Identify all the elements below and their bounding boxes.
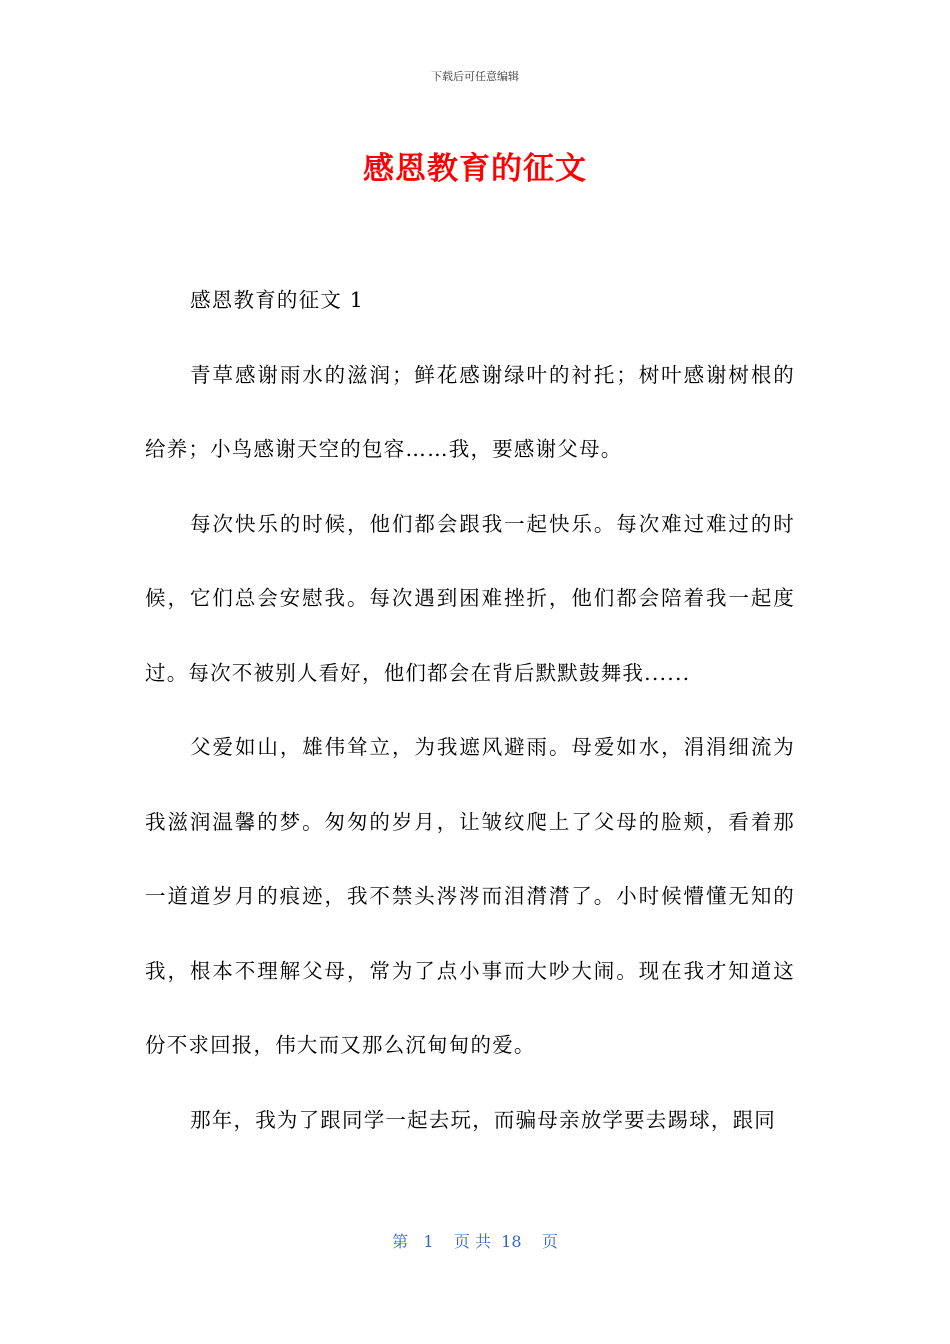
document-body: [145, 263, 795, 1157]
document-title: 感恩教育的征文: [363, 151, 587, 187]
paragraph-2: 每次快乐的时候，他们都会跟我一起快乐。每次难过难过的时候，它们总会安慰我。每次遇到困难挫折，他们都会陪着我一起度过。每次不被别人看好，他们都会在背后默默鼓舞我......: [145, 511, 795, 685]
header-note: 下载后可任意编辑: [431, 70, 519, 83]
paragraph-3: 父爱如山，雄伟耸立，为我遮风避雨。母爱如水，涓涓细流为我滋润温馨的梦。匆匆的岁月，让皱纹爬上了父母的脸颊，看着那一道道岁月的痕迹，我不禁头涔涔而泪潸潸了。小时候懵懂无知的我，根本不理解父母，常为了点小事而大吵大闹。现在我才知道这份不求回报，伟大而又那么沉甸甸的爱。: [145, 735, 795, 1057]
page-number-footer: 第 1 页 共 18 页: [392, 1232, 558, 1251]
section-heading: 感恩教育的征文 1: [190, 288, 364, 312]
paragraph-1: 青草感谢雨水的滋润；鲜花感谢绿叶的衬托；树叶感谢树根的给养；小鸟感谢天空的包容……我，要感谢父母。: [145, 362, 795, 461]
paragraph-4: 那年，我为了跟同学一起去玩，而骗母亲放学要去踢球，跟同: [190, 1107, 776, 1132]
